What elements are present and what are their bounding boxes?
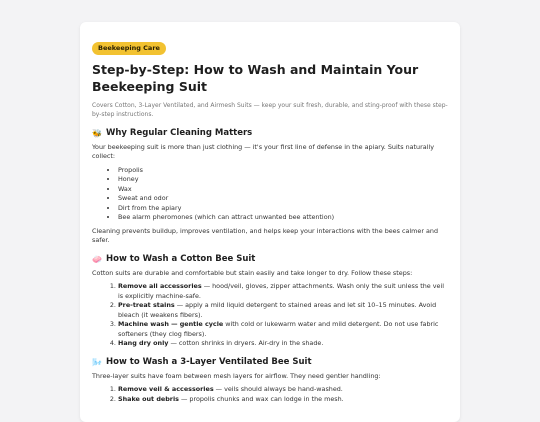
section-heading-text: How to Wash a 3-Layer Ventilated Bee Suit <box>106 356 312 367</box>
contaminants-list <box>92 166 448 223</box>
step-title: Hang dry only <box>118 339 169 347</box>
article-intro: Covers Cotton, 3-Layer Ventilated, and Airmesh Suits — keep your suit fresh, durable, and sting-proof with these step-by-step instructions. <box>92 101 448 118</box>
step-title: Shake out debris <box>118 394 179 403</box>
ventilated-steps-list <box>92 385 448 404</box>
step-item <box>118 339 448 349</box>
step-item <box>118 320 448 339</box>
article-title: Step-by-Step: How to Wash and Maintain Your Beekeeping Suit <box>92 61 419 94</box>
section-heading-cotton-suit <box>92 254 448 265</box>
bee-icon: 🐝 <box>92 128 102 138</box>
step-item <box>118 385 448 395</box>
cotton-steps-list <box>92 282 448 349</box>
section-paragraph: Your beekeeping suit is more than just clothing — it's your first line of defense in the apiary. Suits naturally collect: <box>92 142 434 160</box>
section-paragraph: Cotton suits are durable and comfortable but stain easily and take longer to dry. Follow these steps: <box>92 268 413 277</box>
section-heading-text: How to Wash a Cotton Bee Suit <box>106 253 256 264</box>
list-item: • Bee alarm pheromones (which can attract unwanted bee attention) <box>118 213 448 223</box>
step-item <box>118 395 448 405</box>
step-title: Remove all accessories <box>118 282 202 290</box>
article-card <box>80 22 460 422</box>
step-text: with cold or lukewarm water and mild detergent. Do not use fabric softeners (they clog fibers). <box>118 320 439 338</box>
category-badge[interactable]: Beekeeping Care <box>92 42 166 55</box>
list-item: • Honey <box>118 175 448 185</box>
section-heading-ventilated-suit <box>92 357 448 368</box>
step-title: Machine wash — gentle cycle <box>118 320 224 328</box>
wind-icon: 🌬️ <box>92 357 102 367</box>
step-title: Pre-treat stains <box>118 301 175 309</box>
list-item: • Sweat and odor <box>118 194 448 204</box>
section-heading-text: Why Regular Cleaning Matters <box>106 127 253 138</box>
section-paragraph: Cleaning prevents buildup, improves ventilation, and helps keep your interactions with the bees calmer and safer. <box>92 226 439 244</box>
step-text: — apply a mild liquid detergent to stained areas and let sit 10–15 minutes. Avoid bleach (it weakens fibers). <box>118 301 437 319</box>
step-title: Remove veil & accessories <box>118 385 214 393</box>
list-item: • Wax <box>118 185 448 195</box>
step-text: — hood/veil, gloves, zipper attachments. Wash only the suit unless the veil is explicitly machine-safe. <box>118 282 444 300</box>
step-text: — cotton shrinks in dryers. Air-dry in the shade. <box>168 339 324 347</box>
step-text: — propolis chunks and wax can lodge in the mesh. <box>178 394 344 403</box>
section-paragraph: Three-layer suits have foam between mesh layers for airflow. They need gentler handling: <box>92 371 381 380</box>
list-item: • Dirt from the apiary <box>118 204 448 214</box>
section-heading-why-cleaning <box>92 128 448 139</box>
list-item: • Propolis <box>118 166 448 176</box>
step-text: — veils should always be hand-washed. <box>213 385 343 393</box>
step-item <box>118 282 448 301</box>
step-item <box>118 301 448 320</box>
soap-icon: 🧼 <box>92 254 102 264</box>
